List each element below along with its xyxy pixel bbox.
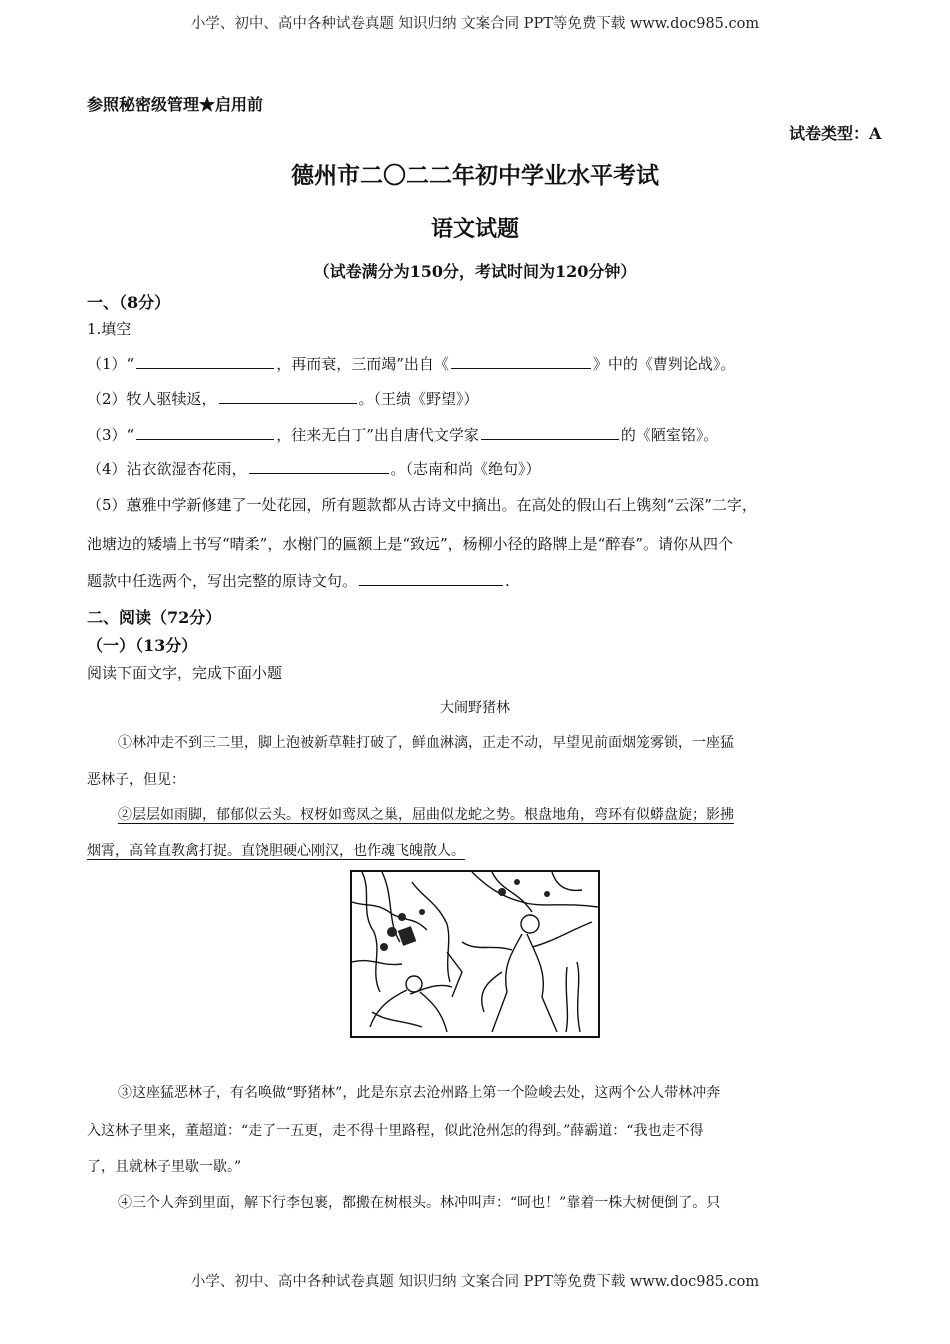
paragraph-2-line2: 烟霄，高耸直教禽打捉。直饶胆硬心刚汉，也作魂飞魄散人。 bbox=[87, 843, 465, 859]
question1-label: 1.填空 bbox=[87, 320, 132, 338]
reading-instruction: 阅读下面文字，完成下面小题 bbox=[87, 664, 283, 682]
answer-blank[interactable] bbox=[249, 459, 389, 474]
fill-item-2: （2）牧人驱犊返， 。（王绩《野望》） bbox=[87, 390, 479, 408]
fill-item-4: （4）沾衣欲湿杏花雨， 。（志南和尚《绝句》） bbox=[87, 460, 541, 478]
exam-note: （试卷满分为150分，考试时间为120分钟） bbox=[313, 262, 637, 281]
fill-item-3: （3）“ ，往来无白丁”出自唐代文学家 的《陋室铭》。 bbox=[87, 426, 719, 444]
fill-item-5-line1: （5）蕙雅中学新修建了一处花园，所有题款都从古诗文中摘出。在高处的假山石上镌刻“云深”二字， bbox=[87, 496, 757, 514]
fill-item-5-line2: 池塘边的矮墙上书写“晴柔”，水榭门的匾额上是“致远”，杨柳小径的路牌上是“醉春”。请你从四个 bbox=[87, 535, 734, 553]
answer-blank[interactable] bbox=[451, 354, 591, 369]
passage-title: 大闹野猪林 bbox=[440, 700, 510, 716]
paragraph-1-line1: ①林冲走不到三二里，脚上泡被新草鞋打破了，鲜血淋漓，正走不动，早望见前面烟笼雾锁，一座猛 bbox=[118, 735, 734, 751]
answer-blank[interactable] bbox=[136, 425, 274, 440]
paragraph-3-line2: 入这林子里来，董超道：“走了一五更，走不得十里路程，似此沧州怎的得到。”薛霸道：“我也走不得 bbox=[87, 1123, 704, 1139]
page-header: 小学、初中、高中各种试卷真题 知识归纳 文案合同 PPT等免费下载 www.doc985.com bbox=[190, 16, 760, 32]
paragraph-1-line2: 恶林子，但见： bbox=[87, 772, 185, 788]
answer-blank[interactable] bbox=[136, 354, 274, 369]
section2-sub-heading: （一）（13分） bbox=[87, 636, 198, 655]
paragraph-4-line1: ④三个人奔到里面，解下行李包裹，都搬在树根头。林冲叫声：“呵也！”靠着一株大树便倒了。只 bbox=[118, 1195, 721, 1211]
paragraph-2-line1: ②层层如雨脚，郁郁似云头。杈枒如鸾凤之巢，屈曲似龙蛇之势。根盘地角，弯环有似蟒盘旋；影拂 bbox=[118, 807, 734, 823]
answer-blank[interactable] bbox=[481, 425, 619, 440]
fill-item-1: （1）“ ，再而衰，三而竭”出自《 》中的《曹刿论战》。 bbox=[87, 355, 736, 373]
section1-heading: 一、（8分） bbox=[87, 293, 171, 312]
page-footer: 小学、初中、高中各种试卷真题 知识归纳 文案合同 PPT等免费下载 www.doc985.com bbox=[190, 1274, 760, 1290]
answer-blank[interactable] bbox=[359, 571, 503, 586]
paragraph-3-line3: 了，且就林子里歇一歇。” bbox=[87, 1159, 242, 1175]
fill-item-5-line3: 题款中任选两个，写出完整的原诗文句。 . bbox=[87, 572, 510, 590]
secret-level-label: 参照秘密级管理★启用前 bbox=[87, 95, 264, 114]
paragraph-3-line1: ③这座猛恶林子，有名唤做“野猪林”，此是东京去沧州路上第一个险峻去处，这两个公人带林冲奔 bbox=[118, 1085, 721, 1101]
answer-blank[interactable] bbox=[219, 389, 357, 404]
forest-figures-illustration bbox=[352, 872, 598, 1036]
section2-heading: 二、阅读（72分） bbox=[87, 608, 222, 627]
paper-type-label: 试卷类型：A bbox=[789, 124, 882, 143]
illustration-image bbox=[350, 870, 600, 1038]
exam-subtitle: 语文试题 bbox=[430, 216, 519, 242]
exam-title: 德州市二〇二二年初中学业水平考试 bbox=[291, 162, 659, 189]
